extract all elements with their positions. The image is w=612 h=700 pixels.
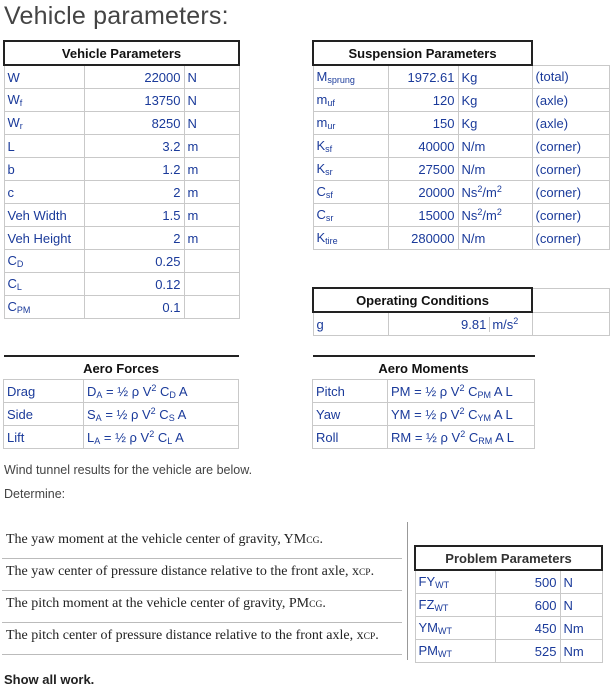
- aero-moments-header: Aero Moments: [313, 356, 535, 380]
- unit-exponent: 2: [496, 184, 502, 194]
- gravity-unit-exponent: 2: [513, 316, 519, 326]
- gravity-unit: m/s: [492, 317, 514, 332]
- question-subscript: CP: [363, 632, 376, 642]
- problem-param-unit: Nm: [560, 617, 602, 640]
- vehicle-param-unit: N: [184, 112, 239, 135]
- suspension-row: [313, 135, 609, 158]
- suspension-row: [313, 227, 609, 250]
- vehicle-row: [4, 204, 239, 227]
- suspension-param-unit-cell: [458, 65, 532, 89]
- question-text: The pitch center of pressure distance relative to the front axle, x: [6, 628, 364, 643]
- problem-param-value: 525: [495, 640, 560, 663]
- aero-force-row: [4, 403, 239, 426]
- vehicle-row: [4, 135, 239, 158]
- suspension-param-unit-cell: [458, 89, 532, 112]
- aero-force-row: [4, 426, 239, 449]
- aero-moment-name: Yaw: [313, 403, 388, 426]
- problem-row: [415, 570, 602, 594]
- formula-tail: A: [178, 383, 188, 399]
- question-rule: [2, 622, 402, 623]
- suspension-row: [313, 112, 609, 135]
- velocity-squared: 2: [459, 382, 465, 393]
- vehicle-row: [4, 296, 239, 319]
- formula-lhs: RM: [391, 429, 412, 445]
- suspension-param-unit-cell: [458, 158, 532, 181]
- problem-param-symbol-cell: [415, 640, 495, 663]
- formula-lhs: D: [87, 383, 97, 399]
- formula-rhs: = ½ ρ V: [414, 406, 460, 422]
- vehicle-param-symbol: b: [7, 161, 15, 177]
- question-end: .: [322, 596, 326, 611]
- vehicle-param-value: 1.5: [84, 204, 184, 227]
- suspension-param-note: (corner): [532, 135, 609, 158]
- formula-coef-sub: D: [169, 389, 176, 400]
- aero-moment-row: [313, 403, 535, 426]
- determine-text: Determine:: [4, 487, 66, 501]
- question-text: The pitch moment at the vehicle center of gravity, PM: [6, 596, 310, 611]
- aero-force-formula: [84, 426, 239, 449]
- suspension-param-subscript: sr: [325, 167, 333, 177]
- formula-coef: C: [159, 406, 169, 422]
- formula-coef: C: [157, 429, 168, 445]
- vehicle-param-symbol: W: [7, 69, 20, 85]
- suspension-param-symbol-cell: [313, 112, 388, 135]
- operating-conditions-header: Operating Conditions: [313, 288, 532, 312]
- suspension-param-symbol-cell: [313, 89, 388, 112]
- aero-moment-name: Pitch: [313, 380, 388, 403]
- question-text: The yaw moment at the vehicle center of gravity, YM: [6, 532, 307, 547]
- aero-moment-formula: [388, 380, 535, 403]
- vehicle-param-symbol: c: [7, 184, 14, 200]
- suspension-param-symbol-cell: [313, 65, 388, 89]
- suspension-param-value: 27500: [388, 158, 458, 181]
- vehicle-param-unit: [184, 273, 239, 296]
- vehicle-row: [4, 112, 239, 135]
- problem-param-unit: Nm: [560, 640, 602, 663]
- formula-rhs: = ½ ρ V: [106, 383, 152, 399]
- suspension-param-unit: N/m: [461, 161, 486, 177]
- suspension-param-subscript: uf: [327, 98, 335, 108]
- vehicle-param-subscript: PM: [16, 305, 31, 315]
- vehicle-param-symbol-cell: [4, 204, 84, 227]
- formula-lhs-sub: A: [95, 412, 102, 423]
- suspension-param-note: (axle): [532, 112, 609, 135]
- problem-row: [415, 640, 602, 663]
- velocity-squared: 2: [460, 428, 466, 439]
- problem-row: [415, 617, 602, 640]
- suspension-param-note: (corner): [532, 227, 609, 250]
- vehicle-param-symbol-cell: [4, 296, 84, 319]
- vehicle-param-symbol: C: [7, 276, 17, 291]
- aero-force-name: Drag: [4, 380, 84, 403]
- vehicle-param-symbol: W: [7, 92, 20, 107]
- formula-lhs-sub: A: [94, 435, 101, 446]
- vehicle-param-symbol-cell: [4, 89, 84, 112]
- vehicle-param-symbol-cell: [4, 65, 84, 89]
- suspension-param-symbol: C: [316, 184, 326, 199]
- questions-divider: [407, 522, 408, 660]
- problem-row: [415, 594, 602, 617]
- suspension-param-unit-cell: [458, 112, 532, 135]
- formula-lhs: YM: [391, 406, 411, 422]
- vehicle-param-subscript: f: [19, 98, 23, 108]
- aero-force-formula: [84, 380, 239, 403]
- formula-coef-sub: S: [168, 412, 175, 423]
- suspension-param-value: 1972.61: [388, 65, 458, 89]
- unit-tail: /m: [482, 185, 497, 200]
- vehicle-param-value: 8250: [84, 112, 184, 135]
- problem-param-symbol-cell: [415, 594, 495, 617]
- formula-rhs: = ½ ρ V: [414, 429, 461, 445]
- formula-lhs: L: [87, 429, 95, 445]
- suspension-param-unit: Kg: [461, 92, 478, 108]
- formula-coef: C: [468, 406, 478, 422]
- suspension-param-unit-cell: [458, 135, 532, 158]
- suspension-param-unit-cell: [458, 227, 532, 250]
- formula-lhs: PM: [391, 383, 411, 399]
- suspension-param-value: 20000: [388, 181, 458, 204]
- suspension-param-symbol-cell: [313, 227, 388, 250]
- question-end: .: [319, 532, 323, 547]
- suspension-param-symbol: K: [316, 161, 326, 176]
- formula-coef-sub: RM: [478, 435, 493, 446]
- vehicle-param-value: 0.25: [84, 250, 184, 273]
- suspension-row: [313, 158, 609, 181]
- formula-rhs: = ½ ρ V: [103, 429, 150, 445]
- vehicle-parameters-header: Vehicle Parameters: [4, 41, 239, 65]
- suspension-param-subscript: sprung: [327, 75, 355, 85]
- vehicle-row: [4, 181, 239, 204]
- formula-tail: A L: [495, 429, 514, 445]
- unit-exponent: 2: [477, 184, 483, 194]
- vehicle-row: [4, 250, 239, 273]
- velocity-squared: 2: [151, 382, 157, 393]
- unit-exponent: 2: [496, 207, 502, 217]
- vehicle-param-symbol-cell: [4, 112, 84, 135]
- suspension-row: [313, 204, 609, 227]
- aero-force-row: [4, 380, 239, 403]
- vehicle-param-symbol: C: [7, 253, 17, 268]
- vehicle-param-unit: N: [184, 89, 239, 112]
- suspension-param-value: 40000: [388, 135, 458, 158]
- suspension-param-symbol-cell: [313, 181, 388, 204]
- question-item: [6, 532, 406, 548]
- question-item: [6, 596, 406, 612]
- suspension-param-unit: N/m: [461, 230, 486, 246]
- suspension-row: [313, 65, 609, 89]
- formula-coef: C: [468, 383, 478, 399]
- aero-moments-table: [312, 355, 535, 449]
- problem-parameters-table: [414, 545, 603, 663]
- problem-param-symbol: YM: [418, 620, 438, 635]
- vehicle-param-symbol-cell: [4, 158, 84, 181]
- vehicle-param-unit: m: [184, 181, 239, 204]
- formula-tail: A: [177, 406, 187, 422]
- question-end: .: [370, 564, 375, 579]
- problem-param-subscript: WT: [435, 580, 450, 590]
- vehicle-param-symbol-cell: [4, 273, 84, 296]
- question-end: .: [375, 628, 379, 643]
- formula-tail: A: [175, 429, 184, 445]
- suspension-param-value: 15000: [388, 204, 458, 227]
- vehicle-param-unit: N: [184, 65, 239, 89]
- problem-param-subscript: WT: [434, 603, 449, 613]
- suspension-param-unit: Ns: [461, 208, 478, 223]
- problem-param-symbol-cell: [415, 617, 495, 640]
- suspension-row: [313, 89, 609, 112]
- question-subscript: CG: [309, 600, 323, 610]
- problem-param-subscript: WT: [438, 649, 452, 659]
- suspension-param-note: (total): [532, 65, 609, 89]
- vehicle-param-symbol: L: [7, 138, 15, 154]
- question-subscript: CG: [306, 536, 320, 546]
- question-item: [6, 564, 406, 580]
- suspension-param-symbol: m: [316, 92, 328, 107]
- vehicle-row: [4, 227, 239, 250]
- vehicle-param-unit: m: [184, 158, 239, 181]
- suspension-param-symbol: C: [316, 207, 326, 222]
- suspension-param-subscript: sr: [325, 213, 334, 223]
- vehicle-param-subscript: r: [19, 121, 23, 131]
- vehicle-param-value: 0.12: [84, 273, 184, 296]
- formula-coef-sub: YM: [477, 412, 491, 423]
- suspension-param-note: (corner): [532, 204, 609, 227]
- suspension-param-note: (corner): [532, 158, 609, 181]
- question-rule: [2, 654, 402, 655]
- suspension-param-unit: Ns: [461, 185, 478, 200]
- vehicle-param-symbol-cell: [4, 250, 84, 273]
- vehicle-param-symbol-cell: [4, 135, 84, 158]
- vehicle-row: [4, 158, 239, 181]
- gravity-value: 9.81: [461, 317, 487, 332]
- vehicle-param-symbol-cell: [4, 181, 84, 204]
- problem-parameters-header: Problem Parameters: [415, 546, 602, 570]
- formula-coef-sub: PM: [477, 389, 491, 400]
- problem-param-symbol: FZ: [418, 597, 435, 612]
- formula-lhs-sub: A: [96, 389, 103, 400]
- question-rule: [2, 558, 402, 559]
- suspension-row: [313, 181, 609, 204]
- suspension-param-note: (corner): [532, 181, 609, 204]
- vehicle-param-symbol: Veh Height: [7, 230, 72, 246]
- wind-tunnel-text: Wind tunnel results for the vehicle are below.: [4, 463, 253, 477]
- vehicle-row: [4, 65, 239, 89]
- formula-tail: A L: [493, 383, 513, 399]
- suspension-param-symbol-cell: [313, 135, 388, 158]
- show-all-work-text: Show all work.: [4, 672, 95, 687]
- vehicle-param-unit: m: [184, 135, 239, 158]
- problem-param-unit: N: [560, 594, 602, 617]
- problem-param-symbol: PM: [418, 643, 438, 658]
- aero-forces-table: [3, 355, 239, 449]
- vehicle-param-symbol-cell: [4, 227, 84, 250]
- problem-param-value: 500: [495, 570, 560, 594]
- problem-param-unit: N: [560, 570, 602, 594]
- suspension-param-symbol-cell: [313, 204, 388, 227]
- formula-coef: C: [160, 383, 170, 399]
- vehicle-param-unit: [184, 250, 239, 273]
- suspension-param-subscript: ur: [327, 121, 336, 131]
- vehicle-param-value: 2: [84, 181, 184, 204]
- suspension-param-value: 280000: [388, 227, 458, 250]
- vehicle-param-value: 0.1: [84, 296, 184, 319]
- vehicle-param-value: 3.2: [84, 135, 184, 158]
- suspension-param-symbol: K: [316, 230, 326, 245]
- suspension-param-symbol: K: [316, 138, 326, 153]
- page-title: Vehicle parameters:: [4, 2, 229, 30]
- vehicle-row: [4, 89, 239, 112]
- problem-param-value: 600: [495, 594, 560, 617]
- suspension-param-symbol: m: [316, 115, 328, 130]
- velocity-squared: 2: [459, 405, 465, 416]
- vehicle-param-value: 1.2: [84, 158, 184, 181]
- vehicle-param-subscript: D: [16, 259, 24, 269]
- suspension-param-subscript: sf: [325, 144, 333, 154]
- suspension-param-note: (axle): [532, 89, 609, 112]
- gravity-symbol: g: [313, 312, 388, 336]
- suspension-param-subscript: tire: [325, 236, 338, 246]
- unit-tail: /m: [482, 208, 497, 223]
- suspension-param-symbol-cell: [313, 158, 388, 181]
- aero-moment-formula: [388, 426, 535, 449]
- suspension-param-value: 150: [388, 112, 458, 135]
- vehicle-param-value: 13750: [84, 89, 184, 112]
- suspension-param-unit: Kg: [461, 115, 478, 131]
- question-item: [6, 628, 406, 644]
- formula-rhs: = ½ ρ V: [105, 406, 151, 422]
- problem-param-subscript: WT: [438, 626, 452, 636]
- vehicle-param-symbol: C: [7, 299, 17, 314]
- suspension-parameters-table: [312, 40, 610, 250]
- suspension-parameters-header: Suspension Parameters: [313, 41, 532, 65]
- suspension-param-value: 120: [388, 89, 458, 112]
- suspension-param-unit: N/m: [461, 138, 486, 154]
- formula-lhs: S: [87, 406, 96, 422]
- velocity-squared: 2: [149, 428, 155, 439]
- suspension-param-unit: Kg: [461, 69, 478, 85]
- question-rule: [2, 590, 402, 591]
- vehicle-param-symbol: Veh Width: [7, 207, 67, 223]
- problem-param-symbol-cell: [415, 570, 495, 594]
- suspension-param-subscript: sf: [325, 190, 333, 200]
- aero-moment-name: Roll: [313, 426, 388, 449]
- question-text: The yaw center of pressure distance relative to the front axle, x: [6, 564, 359, 579]
- gravity-value-cell: [458, 312, 532, 336]
- question-subscript: CP: [358, 568, 371, 578]
- vehicle-param-unit: m: [184, 227, 239, 250]
- vehicle-param-unit: [184, 296, 239, 319]
- formula-coef-sub: L: [167, 435, 173, 446]
- vehicle-param-value: 2: [84, 227, 184, 250]
- aero-force-name: Side: [4, 403, 84, 426]
- aero-force-name: Lift: [4, 426, 84, 449]
- formula-coef: C: [468, 429, 479, 445]
- suspension-param-symbol: M: [316, 69, 328, 84]
- vehicle-param-symbol: W: [7, 115, 20, 130]
- aero-force-formula: [84, 403, 239, 426]
- vehicle-parameters-table: [3, 40, 240, 319]
- aero-moment-row: [313, 380, 535, 403]
- aero-moment-row: [313, 426, 535, 449]
- problem-param-value: 450: [495, 617, 560, 640]
- vehicle-param-value: 22000: [84, 65, 184, 89]
- problem-param-symbol: FY: [418, 574, 436, 589]
- unit-exponent: 2: [477, 207, 483, 217]
- vehicle-row: [4, 273, 239, 296]
- suspension-param-unit-cell: [458, 204, 532, 227]
- vehicle-param-subscript: L: [16, 282, 22, 292]
- velocity-squared: 2: [150, 405, 156, 416]
- formula-rhs: = ½ ρ V: [414, 383, 460, 399]
- operating-conditions-table: [312, 287, 610, 336]
- formula-tail: A L: [493, 406, 513, 422]
- aero-moment-formula: [388, 403, 535, 426]
- suspension-param-unit-cell: [458, 181, 532, 204]
- aero-forces-header: Aero Forces: [4, 356, 239, 380]
- vehicle-param-unit: m: [184, 204, 239, 227]
